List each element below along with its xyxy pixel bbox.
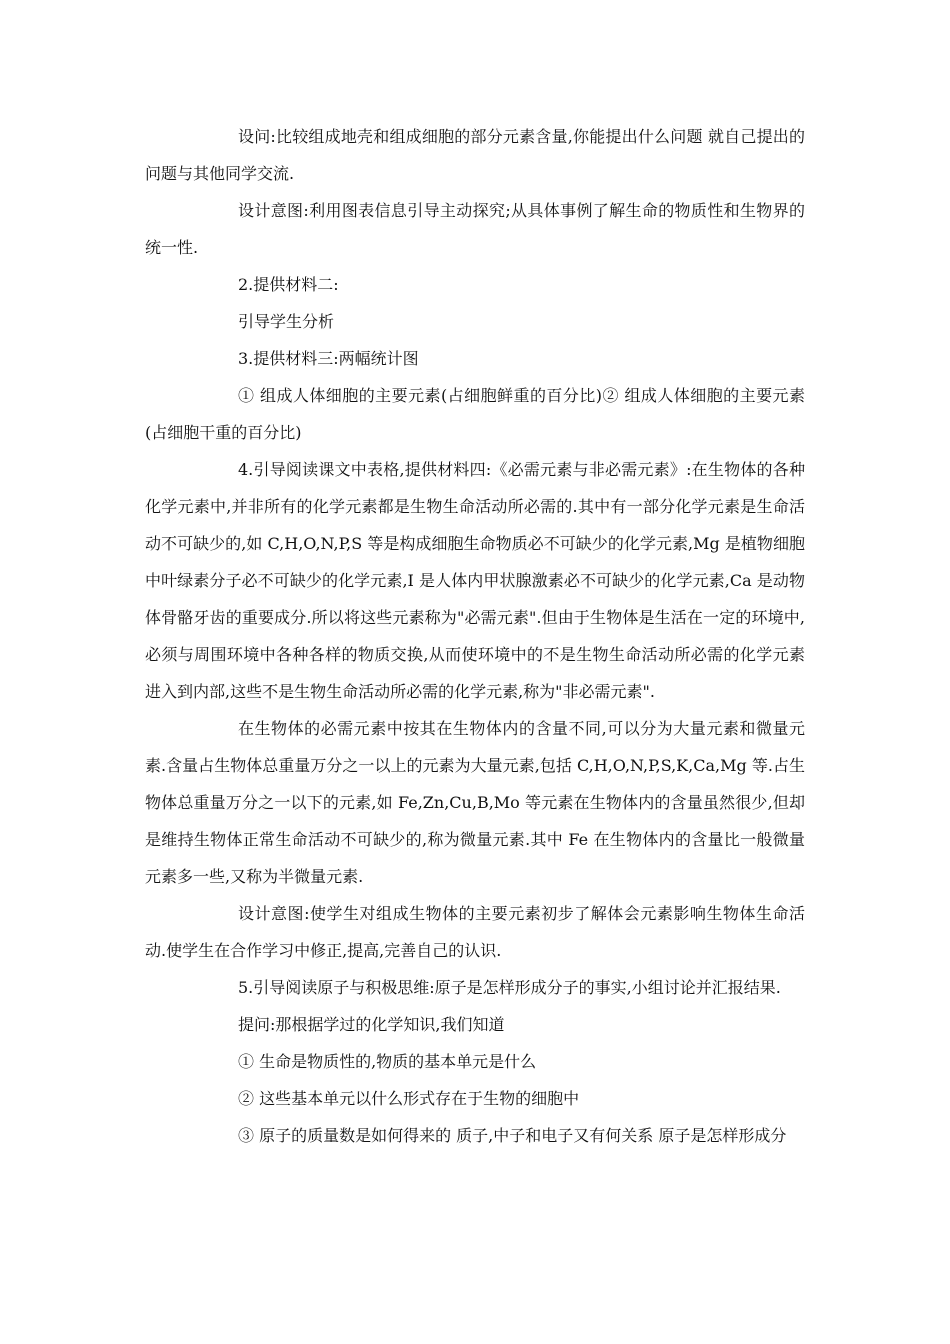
paragraph-design-intent-1: 设计意图:利用图表信息引导主动探究;从具体事例了解生命的物质性和生物界的统一性. [145, 201, 805, 257]
paragraph-question-1: ① 生命是物质性的,物质的基本单元是什么 [238, 1052, 537, 1071]
paragraph-question-3: ③ 原子的质量数是如何得来的 质子,中子和电子又有何关系 原子是怎样形成分 [238, 1126, 787, 1145]
paragraph-material-2: 2.提供材料二: [238, 275, 339, 294]
paragraph-design-intent-2: 设计意图:使学生对组成生物体的主要元素初步了解体会元素影响生物体生命活动.使学生在合作学习中修正,提高,完善自己的认识. [145, 904, 805, 960]
document-body [145, 118, 805, 1154]
paragraph-material-3: 3.提供材料三:两幅统计图 [238, 349, 419, 368]
paragraph-guide-analysis: 引导学生分析 [238, 312, 335, 331]
paragraph-question-intro: 提问:那根据学过的化学知识,我们知道 [238, 1015, 505, 1034]
paragraph-charts-description: ① 组成人体细胞的主要元素(占细胞鲜重的百分比)② 组成人体细胞的主要元素(占细胞干重的百分比) [145, 386, 805, 442]
paragraph-macro-micro-elements: 在生物体的必需元素中按其在生物体内的含量不同,可以分为大量元素和微量元素.含量占生物体总重量万分之一以上的元素为大量元素,包括 C,H,O,N,P,S,K,Ca,Mg 等.占生物体总重量万分之一以下的元素,如 Fe,Zn,Cu,B,Mo 等元素在生物体内的含量虽然很少,但却是维持生物体正常生命活动不可缺少的,称为微量元素.其中 Fe 在生物体内的含量比一般微量元素多一些,又称为半微量元素. [145, 719, 805, 886]
paragraph-question-elements: 设问:比较组成地壳和组成细胞的部分元素含量,你能提出什么问题 就自己提出的问题与其他同学交流. [145, 127, 805, 183]
paragraph-guide-reading-5: 5.引导阅读原子与积极思维:原子是怎样形成分子的事实,小组讨论并汇报结果. [238, 978, 781, 997]
paragraph-material-4: 4.引导阅读课文中表格,提供材料四:《必需元素与非必需元素》:在生物体的各种化学元素中,并非所有的化学元素都是生物生命活动所必需的.其中有一部分化学元素是生命活动不可缺少的,如 C,H,O,N,P,S 等是构成细胞生命物质必不可缺少的化学元素,Mg 是植物细胞中叶绿素分子必不可缺少的化学元素,I 是人体内甲状腺激素必不可缺少的化学元素,Ca 是动物体骨骼牙齿的重要成分.所以将这些元素称为"必需元素".但由于生物体是生活在一定的环境中,必须与周围环境中各种各样的物质交换,从而使环境中的不是生物生命活动所必需的化学元素进入到内部,这些不是生物生命活动所必需的化学元素,称为"非必需元素". [145, 460, 805, 701]
paragraph-question-2: ② 这些基本单元以什么形式存在于生物的细胞中 [238, 1089, 580, 1108]
